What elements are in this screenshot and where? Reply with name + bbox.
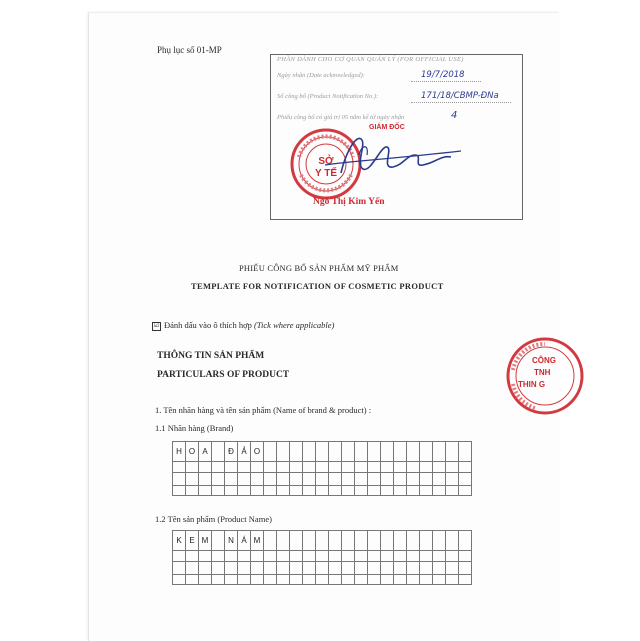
brand-cell <box>290 473 303 486</box>
product-cell <box>277 575 290 585</box>
brand-cell: O <box>251 442 264 462</box>
brand-cell <box>277 473 290 486</box>
validity-mark: 4 <box>451 110 458 121</box>
brand-cell <box>277 486 290 496</box>
brand-cell <box>212 442 225 462</box>
brand-cell <box>420 486 433 496</box>
brand-cell <box>342 473 355 486</box>
brand-cell <box>407 473 420 486</box>
brand-cell <box>290 486 303 496</box>
notification-number-label: Số công bố (Product Notification No.): <box>277 93 379 100</box>
brand-cell <box>186 462 199 473</box>
product-cell <box>264 562 277 575</box>
brand-cell <box>420 462 433 473</box>
director-title: GIÁM ĐỐC <box>369 124 405 131</box>
brand-cell <box>212 486 225 496</box>
product-cell <box>420 551 433 562</box>
brand-cell <box>316 473 329 486</box>
product-cell <box>303 575 316 585</box>
product-cell <box>368 531 381 551</box>
product-cell <box>342 531 355 551</box>
product-cell <box>251 562 264 575</box>
product-cell <box>329 575 342 585</box>
brand-cell <box>459 473 472 486</box>
product-cell <box>316 551 329 562</box>
brand-cell <box>355 486 368 496</box>
brand-row <box>173 473 472 486</box>
product-row <box>173 551 472 562</box>
product-cell <box>277 551 290 562</box>
product-cell <box>303 551 316 562</box>
brand-cell <box>355 442 368 462</box>
brand-cell <box>225 462 238 473</box>
brand-row <box>173 442 472 462</box>
product-cell <box>381 531 394 551</box>
product-cell <box>264 551 277 562</box>
brand-cell <box>433 473 446 486</box>
product-cell: K <box>173 531 186 551</box>
product-cell <box>277 562 290 575</box>
product-cell <box>381 562 394 575</box>
brand-cell: H <box>173 442 186 462</box>
product-cell <box>394 562 407 575</box>
brand-cell <box>303 442 316 462</box>
brand-cell <box>316 462 329 473</box>
product-cell <box>290 551 303 562</box>
product-cell <box>316 575 329 585</box>
number-dotted-line <box>411 102 511 103</box>
product-cell <box>199 551 212 562</box>
brand-cell <box>277 442 290 462</box>
item-1-1-label: 1.1 Nhãn hàng (Brand) <box>155 423 234 433</box>
brand-cell: O <box>186 442 199 462</box>
brand-cell <box>381 486 394 496</box>
date-label: Ngày nhận (Date acknowledged): <box>277 72 365 79</box>
product-cell <box>368 562 381 575</box>
product-cell <box>329 562 342 575</box>
product-cell <box>238 551 251 562</box>
official-use-box <box>270 54 523 220</box>
product-cell <box>394 531 407 551</box>
form-title-en: TEMPLATE FOR NOTIFICATION OF COSMETIC PRODUCT <box>191 281 444 291</box>
product-cell <box>433 562 446 575</box>
brand-cell <box>173 462 186 473</box>
product-cell <box>277 531 290 551</box>
date-value: 19/7/2018 <box>421 70 465 80</box>
company-seal-line2: TNH <box>534 368 551 377</box>
product-cell <box>251 575 264 585</box>
product-cell <box>225 562 238 575</box>
tick-instruction-en: (Tick where applicable) <box>253 320 335 330</box>
product-cell <box>173 551 186 562</box>
brand-cell <box>420 442 433 462</box>
brand-cell <box>199 462 212 473</box>
product-cell <box>212 562 225 575</box>
brand-cell <box>251 486 264 496</box>
brand-cell <box>394 486 407 496</box>
product-cell <box>381 551 394 562</box>
brand-cell <box>225 486 238 496</box>
product-cell <box>381 575 394 585</box>
brand-row <box>173 462 472 473</box>
product-cell <box>342 562 355 575</box>
brand-cell <box>368 486 381 496</box>
brand-cell <box>225 473 238 486</box>
product-cell <box>407 531 420 551</box>
brand-cell <box>316 486 329 496</box>
brand-cell <box>446 462 459 473</box>
product-cell <box>329 531 342 551</box>
product-cell <box>446 531 459 551</box>
brand-cell <box>329 473 342 486</box>
product-cell <box>407 551 420 562</box>
product-cell <box>212 551 225 562</box>
company-seal-line3: THIN G <box>518 380 546 389</box>
brand-cell <box>329 462 342 473</box>
brand-cell <box>199 473 212 486</box>
product-cell <box>433 531 446 551</box>
brand-cell: Ả <box>238 442 251 462</box>
brand-cell <box>342 486 355 496</box>
product-cell <box>355 562 368 575</box>
brand-cell <box>238 473 251 486</box>
brand-cell <box>264 473 277 486</box>
brand-cell <box>277 462 290 473</box>
brand-cell <box>394 473 407 486</box>
brand-grid <box>172 441 472 496</box>
product-cell <box>303 531 316 551</box>
company-seal-line1: CÔNG <box>532 356 556 365</box>
product-cell <box>186 562 199 575</box>
product-cell <box>186 575 199 585</box>
product-cell <box>225 575 238 585</box>
brand-cell <box>459 462 472 473</box>
section-heading-vn: THÔNG TIN SẢN PHẨM <box>157 351 265 361</box>
product-cell <box>290 531 303 551</box>
brand-cell <box>316 442 329 462</box>
product-cell <box>290 562 303 575</box>
product-cell <box>446 575 459 585</box>
brand-cell <box>394 442 407 462</box>
official-box-header: PHẦN DÀNH CHO CƠ QUAN QUẢN LÝ (FOR OFFICIAL USE) <box>277 56 464 63</box>
product-cell <box>420 531 433 551</box>
brand-row <box>173 486 472 496</box>
brand-cell: Đ <box>225 442 238 462</box>
product-cell <box>342 551 355 562</box>
brand-cell <box>394 462 407 473</box>
brand-cell <box>251 462 264 473</box>
product-cell: M <box>251 531 264 551</box>
product-cell <box>355 575 368 585</box>
product-cell <box>316 531 329 551</box>
checkbox-icon: ☑ <box>153 322 160 329</box>
brand-cell <box>420 473 433 486</box>
brand-cell <box>264 486 277 496</box>
brand-cell <box>368 442 381 462</box>
brand-cell <box>186 473 199 486</box>
section-heading-en: PARTICULARS OF PRODUCT <box>157 370 290 380</box>
product-cell <box>173 575 186 585</box>
brand-cell <box>186 486 199 496</box>
product-row <box>173 531 472 551</box>
product-row <box>173 575 472 585</box>
brand-cell <box>264 442 277 462</box>
product-cell <box>446 551 459 562</box>
validity-label: Phiếu công bố có giá trị 05 năm kể từ ngày nhận <box>277 114 405 121</box>
brand-cell <box>459 442 472 462</box>
product-cell <box>186 551 199 562</box>
brand-cell <box>238 462 251 473</box>
product-cell <box>199 562 212 575</box>
product-cell <box>303 562 316 575</box>
brand-cell <box>381 462 394 473</box>
product-cell <box>212 531 225 551</box>
product-name-grid <box>172 530 472 585</box>
product-cell <box>355 551 368 562</box>
product-cell <box>251 551 264 562</box>
brand-cell <box>433 486 446 496</box>
product-cell <box>368 551 381 562</box>
product-cell <box>394 551 407 562</box>
product-cell <box>394 575 407 585</box>
brand-cell <box>407 462 420 473</box>
product-cell <box>173 562 186 575</box>
brand-cell <box>368 473 381 486</box>
brand-cell <box>381 442 394 462</box>
brand-cell <box>212 473 225 486</box>
product-cell <box>433 551 446 562</box>
brand-cell <box>251 473 264 486</box>
brand-cell <box>238 486 251 496</box>
product-cell <box>212 575 225 585</box>
signer-name: Ngô Thị Kim Yến <box>313 197 385 207</box>
product-cell <box>459 531 472 551</box>
brand-cell <box>264 462 277 473</box>
product-cell <box>407 575 420 585</box>
item-1-label: 1. Tên nhãn hàng và tên sản phẩm (Name of brand & product) : <box>155 405 372 415</box>
date-dotted-line <box>411 81 481 82</box>
product-cell <box>264 575 277 585</box>
product-cell <box>446 562 459 575</box>
product-cell <box>407 562 420 575</box>
brand-cell <box>342 462 355 473</box>
brand-cell <box>329 486 342 496</box>
product-cell <box>368 575 381 585</box>
svg-text:SỞ: SỞ <box>318 156 334 167</box>
product-cell: Á <box>238 531 251 551</box>
form-title-vn: PHIẾU CÔNG BỐ SẢN PHẨM MỸ PHẨM <box>239 263 399 273</box>
product-cell <box>329 551 342 562</box>
brand-cell <box>446 442 459 462</box>
director-signature <box>311 125 471 185</box>
svg-text:Y TẾ: Y TẾ <box>314 168 338 179</box>
product-cell <box>433 575 446 585</box>
notification-number-value: 171/18/CBMP-ĐNa <box>421 91 499 101</box>
product-cell <box>225 551 238 562</box>
brand-cell <box>303 486 316 496</box>
brand-cell <box>329 442 342 462</box>
brand-cell <box>355 462 368 473</box>
product-cell: E <box>186 531 199 551</box>
tick-instruction-vn: Đánh dấu vào ô thích hợp <box>164 320 252 330</box>
brand-cell <box>212 462 225 473</box>
brand-cell <box>459 486 472 496</box>
brand-cell <box>433 462 446 473</box>
brand-cell <box>368 462 381 473</box>
product-cell <box>290 575 303 585</box>
tick-instruction <box>152 320 334 331</box>
product-cell <box>238 575 251 585</box>
brand-cell <box>173 486 186 496</box>
brand-cell: A <box>199 442 212 462</box>
brand-cell <box>446 473 459 486</box>
brand-cell <box>290 442 303 462</box>
product-cell: M <box>199 531 212 551</box>
brand-cell <box>407 442 420 462</box>
product-cell <box>342 575 355 585</box>
product-cell <box>459 562 472 575</box>
product-cell: N <box>225 531 238 551</box>
brand-cell <box>342 442 355 462</box>
brand-cell <box>433 442 446 462</box>
product-cell <box>238 562 251 575</box>
product-row <box>173 562 472 575</box>
brand-cell <box>446 486 459 496</box>
appendix-label: Phụ lục số 01-MP <box>157 45 222 55</box>
brand-cell <box>303 473 316 486</box>
brand-cell <box>381 473 394 486</box>
product-cell <box>264 531 277 551</box>
product-cell <box>199 575 212 585</box>
item-1-2-label: 1.2 Tên sản phẩm (Product Name) <box>155 514 272 524</box>
product-cell <box>459 551 472 562</box>
brand-cell <box>407 486 420 496</box>
product-cell <box>420 562 433 575</box>
brand-cell <box>199 486 212 496</box>
product-cell <box>459 575 472 585</box>
brand-cell <box>290 462 303 473</box>
brand-cell <box>355 473 368 486</box>
brand-cell <box>173 473 186 486</box>
product-cell <box>316 562 329 575</box>
product-cell <box>355 531 368 551</box>
brand-cell <box>303 462 316 473</box>
product-cell <box>420 575 433 585</box>
